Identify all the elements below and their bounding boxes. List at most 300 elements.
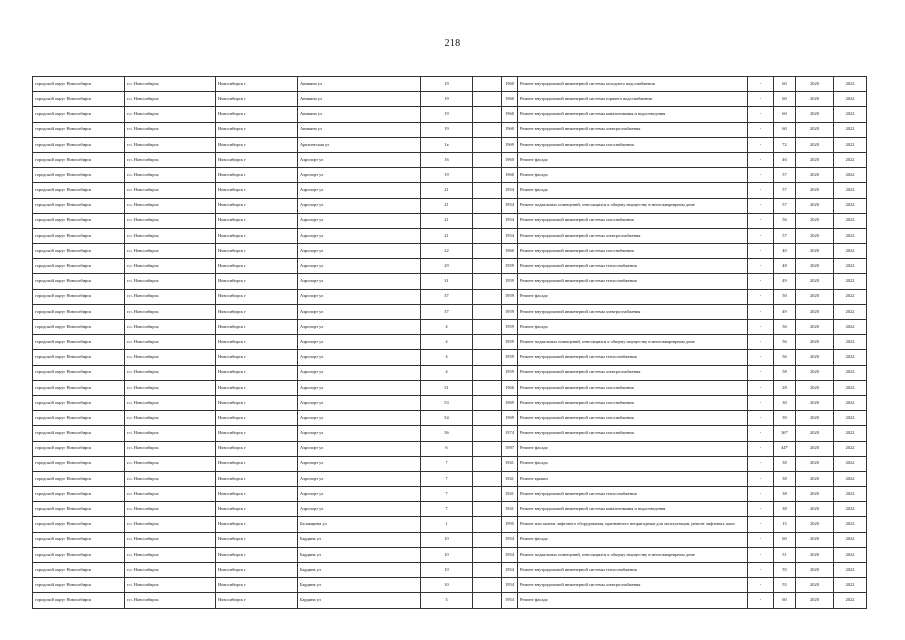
house-number-cell: 21 — [421, 228, 473, 243]
year-cell: 1969 — [502, 395, 518, 410]
building-cell — [473, 593, 502, 608]
wear-percent-cell: 15 — [774, 517, 796, 532]
wear-percent-cell: 56 — [774, 213, 796, 228]
start-year-cell: 2020 — [796, 335, 834, 350]
table-row — [33, 593, 867, 608]
table-body — [33, 77, 867, 609]
street-cell: Бардина ул — [298, 563, 421, 578]
table-row — [33, 395, 867, 410]
street-cell: Аэропорт ул — [298, 441, 421, 456]
dash-cell: - — [748, 395, 774, 410]
municipality-cell: городской округ Новосибирск — [33, 578, 125, 593]
end-year-cell: 2022 — [834, 320, 867, 335]
work-type-cell: Ремонт внутридомовой инженерной системы теплоснабжения — [518, 487, 748, 502]
district-cell: г.о. Новосибирск — [125, 259, 216, 274]
building-cell — [473, 365, 502, 380]
locality-cell: Новосибирск г — [216, 411, 298, 426]
municipality-cell: городской округ Новосибирск — [33, 259, 125, 274]
wear-percent-cell: 56 — [774, 335, 796, 350]
district-cell: г.о. Новосибирск — [125, 350, 216, 365]
wear-percent-cell: 56 — [774, 350, 796, 365]
building-cell — [473, 107, 502, 122]
year-cell: 1959 — [502, 289, 518, 304]
district-cell: г.о. Новосибирск — [125, 563, 216, 578]
building-cell — [473, 411, 502, 426]
start-year-cell: 2020 — [796, 426, 834, 441]
wear-percent-cell: 38 — [774, 471, 796, 486]
municipality-cell: городской округ Новосибирск — [33, 441, 125, 456]
dash-cell: - — [748, 350, 774, 365]
municipality-cell: городской округ Новосибирск — [33, 244, 125, 259]
dash-cell: - — [748, 411, 774, 426]
dash-cell: - — [748, 471, 774, 486]
work-type-cell: Ремонт внутридомовой инженерной системы горячего водоснабжения — [518, 92, 748, 107]
table-row — [33, 578, 867, 593]
work-type-cell: Ремонт внутридомовой инженерной системы канализования и водоотведения — [518, 107, 748, 122]
street-cell: Аэропорт ул — [298, 365, 421, 380]
street-cell: Аникина ул — [298, 77, 421, 92]
house-number-cell: 19 — [421, 92, 473, 107]
locality-cell: Новосибирск г — [216, 183, 298, 198]
locality-cell: Новосибирск г — [216, 380, 298, 395]
work-type-cell: Ремонт внутридомовой инженерной системы газоснабжения — [518, 426, 748, 441]
end-year-cell: 2022 — [834, 122, 867, 137]
wear-percent-cell: 57 — [774, 183, 796, 198]
start-year-cell: 2020 — [796, 320, 834, 335]
start-year-cell: 2020 — [796, 92, 834, 107]
house-number-cell: 7 — [421, 487, 473, 502]
table-row — [33, 380, 867, 395]
street-cell: Аэропорт ул — [298, 335, 421, 350]
dash-cell: - — [748, 183, 774, 198]
year-cell: 1954 — [502, 593, 518, 608]
district-cell: г.о. Новосибирск — [125, 213, 216, 228]
wear-percent-cell: 38 — [774, 487, 796, 502]
end-year-cell: 2022 — [834, 289, 867, 304]
building-cell — [473, 259, 502, 274]
locality-cell: Новосибирск г — [216, 107, 298, 122]
street-cell: Аэропорт ул — [298, 487, 421, 502]
building-cell — [473, 441, 502, 456]
street-cell: Аникина ул — [298, 122, 421, 137]
wear-percent-cell: 49 — [774, 304, 796, 319]
end-year-cell: 2022 — [834, 441, 867, 456]
year-cell: 1960 — [502, 107, 518, 122]
dash-cell: - — [748, 456, 774, 471]
locality-cell: Новосибирск г — [216, 441, 298, 456]
work-type-cell: Ремонт внутридомовой инженерной системы газоснабжения — [518, 380, 748, 395]
street-cell: Бардина ул — [298, 532, 421, 547]
municipality-cell: городской округ Новосибирск — [33, 122, 125, 137]
house-number-cell: 4 — [421, 335, 473, 350]
locality-cell: Новосибирск г — [216, 168, 298, 183]
work-type-cell: Ремонт внутридомовой инженерной системы электроснабжения — [518, 228, 748, 243]
wear-percent-cell: 50 — [774, 289, 796, 304]
house-number-cell: 19 — [421, 77, 473, 92]
start-year-cell: 2020 — [796, 77, 834, 92]
street-cell: Балакирева ул — [298, 517, 421, 532]
building-cell — [473, 578, 502, 593]
work-type-cell: Ремонт фасада — [518, 532, 748, 547]
table-row — [33, 563, 867, 578]
year-cell: 1954 — [502, 563, 518, 578]
dash-cell: - — [748, 274, 774, 289]
end-year-cell: 2022 — [834, 259, 867, 274]
street-cell: Аникина ул — [298, 107, 421, 122]
year-cell: 1960 — [502, 168, 518, 183]
locality-cell: Новосибирск г — [216, 487, 298, 502]
work-type-cell: Ремонт фасада — [518, 183, 748, 198]
house-number-cell: 7 — [421, 502, 473, 517]
municipality-cell: городской округ Новосибирск — [33, 487, 125, 502]
table-row — [33, 304, 867, 319]
municipality-cell: городской округ Новосибирск — [33, 77, 125, 92]
start-year-cell: 2020 — [796, 274, 834, 289]
locality-cell: Новосибирск г — [216, 213, 298, 228]
building-cell — [473, 426, 502, 441]
house-number-cell: 7 — [421, 471, 473, 486]
wear-percent-cell: 49 — [774, 274, 796, 289]
end-year-cell: 2022 — [834, 517, 867, 532]
municipality-cell: городской округ Новосибирск — [33, 183, 125, 198]
end-year-cell: 2022 — [834, 547, 867, 562]
building-cell — [473, 244, 502, 259]
house-number-cell: 21 — [421, 183, 473, 198]
street-cell: Аэропорт ул — [298, 289, 421, 304]
wear-percent-cell: 46 — [774, 152, 796, 167]
year-cell: 1966 — [502, 380, 518, 395]
table-row — [33, 183, 867, 198]
street-cell: Аэропорт ул — [298, 198, 421, 213]
year-cell: 1959 — [502, 365, 518, 380]
table-row — [33, 517, 867, 532]
building-cell — [473, 563, 502, 578]
wear-percent-cell: 58 — [774, 365, 796, 380]
year-cell: 1959 — [502, 259, 518, 274]
start-year-cell: 2020 — [796, 304, 834, 319]
wear-percent-cell: 60 — [774, 107, 796, 122]
district-cell: г.о. Новосибирск — [125, 441, 216, 456]
start-year-cell: 2020 — [796, 487, 834, 502]
table-row — [33, 320, 867, 335]
district-cell: г.о. Новосибирск — [125, 244, 216, 259]
work-type-cell: Ремонт внутридомовой инженерной системы газоснабжения — [518, 137, 748, 152]
wear-percent-cell: 57 — [774, 168, 796, 183]
locality-cell: Новосибирск г — [216, 77, 298, 92]
district-cell: г.о. Новосибирск — [125, 304, 216, 319]
year-cell: 1974 — [502, 426, 518, 441]
wear-percent-cell: 55 — [774, 563, 796, 578]
district-cell: г.о. Новосибирск — [125, 411, 216, 426]
wear-percent-cell: 60 — [774, 122, 796, 137]
house-number-cell: 10 — [421, 578, 473, 593]
start-year-cell: 2020 — [796, 593, 834, 608]
house-number-cell: 4 — [421, 365, 473, 380]
work-type-cell: Ремонт подвальных помещений, относящихся к общему имуществу в многоквартирном доме — [518, 335, 748, 350]
district-cell: г.о. Новосибирск — [125, 137, 216, 152]
street-cell: Аникина ул — [298, 92, 421, 107]
start-year-cell: 2020 — [796, 365, 834, 380]
dash-cell: - — [748, 92, 774, 107]
municipality-cell: городской округ Новосибирск — [33, 213, 125, 228]
house-number-cell: 53 — [421, 395, 473, 410]
house-number-cell: 21 — [421, 198, 473, 213]
work-type-cell: Ремонт внутридомовой инженерной системы теплоснабжения — [518, 350, 748, 365]
house-number-cell: 10 — [421, 547, 473, 562]
district-cell: г.о. Новосибирск — [125, 122, 216, 137]
year-cell: 1960 — [502, 152, 518, 167]
dash-cell: - — [748, 213, 774, 228]
end-year-cell: 2022 — [834, 137, 867, 152]
dash-cell: - — [748, 365, 774, 380]
municipality-cell: городской округ Новосибирск — [33, 107, 125, 122]
work-type-cell: Ремонт фасада — [518, 152, 748, 167]
wear-percent-cell: 72 — [774, 137, 796, 152]
building-cell — [473, 289, 502, 304]
municipality-cell: городской округ Новосибирск — [33, 274, 125, 289]
year-cell: 1941 — [502, 471, 518, 486]
start-year-cell: 2020 — [796, 350, 834, 365]
building-cell — [473, 198, 502, 213]
dash-cell: - — [748, 380, 774, 395]
start-year-cell: 2020 — [796, 563, 834, 578]
work-type-cell: Ремонт внутридомовой инженерной системы газоснабжения — [518, 411, 748, 426]
district-cell: г.о. Новосибирск — [125, 471, 216, 486]
locality-cell: Новосибирск г — [216, 350, 298, 365]
municipality-cell: городской округ Новосибирск — [33, 593, 125, 608]
locality-cell: Новосибирск г — [216, 259, 298, 274]
house-number-cell: 4 — [421, 320, 473, 335]
end-year-cell: 2022 — [834, 92, 867, 107]
year-cell: 1959 — [502, 274, 518, 289]
district-cell: г.о. Новосибирск — [125, 274, 216, 289]
dash-cell: - — [748, 228, 774, 243]
house-number-cell: 3 — [421, 593, 473, 608]
table-row — [33, 471, 867, 486]
municipality-cell: городской округ Новосибирск — [33, 517, 125, 532]
start-year-cell: 2020 — [796, 137, 834, 152]
end-year-cell: 2022 — [834, 471, 867, 486]
work-type-cell: Ремонт внутридомовой инженерной системы электроснабжения — [518, 578, 748, 593]
street-cell: Аэропорт ул — [298, 380, 421, 395]
start-year-cell: 2020 — [796, 395, 834, 410]
work-type-cell: Ремонт внутридомовой инженерной системы холодного водоснабжения — [518, 77, 748, 92]
end-year-cell: 2022 — [834, 411, 867, 426]
start-year-cell: 2020 — [796, 228, 834, 243]
street-cell: Аэропорт ул — [298, 456, 421, 471]
municipality-cell: городской округ Новосибирск — [33, 228, 125, 243]
building-cell — [473, 228, 502, 243]
work-type-cell: Ремонт фасада — [518, 441, 748, 456]
locality-cell: Новосибирск г — [216, 502, 298, 517]
work-type-cell: Ремонт внутридомовой инженерной системы газоснабжения — [518, 213, 748, 228]
start-year-cell: 2020 — [796, 380, 834, 395]
dash-cell: - — [748, 137, 774, 152]
end-year-cell: 2022 — [834, 563, 867, 578]
work-type-cell: Ремонт подвальных помещений, относящихся к общему имуществу в многоквартирном доме — [518, 547, 748, 562]
end-year-cell: 2022 — [834, 380, 867, 395]
end-year-cell: 2022 — [834, 456, 867, 471]
district-cell: г.о. Новосибирск — [125, 380, 216, 395]
house-number-cell: 56 — [421, 426, 473, 441]
building-cell — [473, 274, 502, 289]
street-cell: Аэропорт ул — [298, 244, 421, 259]
street-cell: Аэропорт ул — [298, 168, 421, 183]
municipality-cell: городской округ Новосибирск — [33, 395, 125, 410]
end-year-cell: 2022 — [834, 304, 867, 319]
locality-cell: Новосибирск г — [216, 122, 298, 137]
end-year-cell: 2022 — [834, 228, 867, 243]
start-year-cell: 2020 — [796, 168, 834, 183]
locality-cell: Новосибирск г — [216, 563, 298, 578]
table-row — [33, 259, 867, 274]
start-year-cell: 2020 — [796, 502, 834, 517]
locality-cell: Новосибирск г — [216, 304, 298, 319]
year-cell: 1959 — [502, 350, 518, 365]
work-type-cell: Ремонт или замена лифтового оборудования, признанного непригодным для эксплуатации, ремонт лифтовых шахт — [518, 517, 748, 532]
district-cell: г.о. Новосибирск — [125, 335, 216, 350]
locality-cell: Новосибирск г — [216, 365, 298, 380]
year-cell: 1960 — [502, 244, 518, 259]
district-cell: г.о. Новосибирск — [125, 517, 216, 532]
year-cell: 1960 — [502, 92, 518, 107]
wear-percent-cell: 60 — [774, 77, 796, 92]
locality-cell: Новосибирск г — [216, 152, 298, 167]
year-cell: 1969 — [502, 411, 518, 426]
street-cell: Аэропорт ул — [298, 152, 421, 167]
building-cell — [473, 517, 502, 532]
end-year-cell: 2022 — [834, 593, 867, 608]
street-cell: Аэропорт ул — [298, 304, 421, 319]
dash-cell: - — [748, 532, 774, 547]
street-cell: Бардина ул — [298, 593, 421, 608]
year-cell: 1987 — [502, 441, 518, 456]
wear-percent-cell: 30 — [774, 395, 796, 410]
work-type-cell: Ремонт внутридомовой инженерной системы теплоснабжения — [518, 259, 748, 274]
district-cell: г.о. Новосибирск — [125, 502, 216, 517]
street-cell: Аэропорт ул — [298, 411, 421, 426]
dash-cell: - — [748, 244, 774, 259]
locality-cell: Новосибирск г — [216, 426, 298, 441]
house-number-cell: 19 — [421, 122, 473, 137]
year-cell: 1969 — [502, 137, 518, 152]
house-number-cell: 54 — [421, 411, 473, 426]
building-cell — [473, 487, 502, 502]
municipality-cell: городской округ Новосибирск — [33, 335, 125, 350]
house-number-cell: 10 — [421, 563, 473, 578]
locality-cell: Новосибирск г — [216, 274, 298, 289]
dash-cell: - — [748, 487, 774, 502]
street-cell: Аэропорт ул — [298, 259, 421, 274]
district-cell: г.о. Новосибирск — [125, 228, 216, 243]
start-year-cell: 2020 — [796, 517, 834, 532]
dash-cell: - — [748, 77, 774, 92]
municipality-cell: городской округ Новосибирск — [33, 471, 125, 486]
house-number-cell: 16 — [421, 152, 473, 167]
wear-percent-cell: 40 — [774, 244, 796, 259]
year-cell: 1954 — [502, 198, 518, 213]
street-cell: Аэропорт ул — [298, 320, 421, 335]
district-cell: г.о. Новосибирск — [125, 320, 216, 335]
house-number-cell: 31 — [421, 274, 473, 289]
street-cell: Бардина ул — [298, 578, 421, 593]
wear-percent-cell: 48 — [774, 259, 796, 274]
end-year-cell: 2022 — [834, 578, 867, 593]
table-row — [33, 487, 867, 502]
dash-cell: - — [748, 259, 774, 274]
wear-percent-cell: 60 — [774, 532, 796, 547]
end-year-cell: 2022 — [834, 335, 867, 350]
dash-cell: - — [748, 122, 774, 137]
start-year-cell: 2020 — [796, 411, 834, 426]
district-cell: г.о. Новосибирск — [125, 395, 216, 410]
end-year-cell: 2022 — [834, 532, 867, 547]
wear-percent-cell: 55 — [774, 578, 796, 593]
locality-cell: Новосибирск г — [216, 228, 298, 243]
wear-percent-cell: 28 — [774, 380, 796, 395]
dash-cell: - — [748, 563, 774, 578]
work-type-cell: Ремонт внутридомовой инженерной системы газоснабжения — [518, 244, 748, 259]
locality-cell: Новосибирск г — [216, 137, 298, 152]
wear-percent-cell: 39 — [774, 411, 796, 426]
start-year-cell: 2020 — [796, 456, 834, 471]
municipality-cell: городской округ Новосибирск — [33, 320, 125, 335]
end-year-cell: 2022 — [834, 168, 867, 183]
locality-cell: Новосибирск г — [216, 593, 298, 608]
house-number-cell: 19 — [421, 168, 473, 183]
locality-cell: Новосибирск г — [216, 532, 298, 547]
start-year-cell: 2020 — [796, 259, 834, 274]
building-cell — [473, 532, 502, 547]
end-year-cell: 2022 — [834, 395, 867, 410]
table-row — [33, 426, 867, 441]
table-row — [33, 532, 867, 547]
end-year-cell: 2022 — [834, 107, 867, 122]
start-year-cell: 2020 — [796, 289, 834, 304]
municipality-cell: городской округ Новосибирск — [33, 380, 125, 395]
year-cell: 1941 — [502, 456, 518, 471]
locality-cell: Новосибирск г — [216, 578, 298, 593]
street-cell: Бардина ул — [298, 547, 421, 562]
work-type-cell: Ремонт внутридомовой инженерной системы теплоснабжения — [518, 563, 748, 578]
table-row — [33, 168, 867, 183]
table-row — [33, 274, 867, 289]
work-type-cell: Ремонт внутридомовой инженерной системы электроснабжения — [518, 365, 748, 380]
end-year-cell: 2022 — [834, 213, 867, 228]
locality-cell: Новосибирск г — [216, 289, 298, 304]
street-cell: Аэропорт ул — [298, 274, 421, 289]
end-year-cell: 2022 — [834, 77, 867, 92]
start-year-cell: 2020 — [796, 547, 834, 562]
locality-cell: Новосибирск г — [216, 456, 298, 471]
dash-cell: - — [748, 107, 774, 122]
street-cell: Аэропорт ул — [298, 426, 421, 441]
municipality-cell: городской округ Новосибирск — [33, 152, 125, 167]
work-type-cell: Ремонт внутридомовой инженерной системы канализования и водоотведения — [518, 502, 748, 517]
district-cell: г.о. Новосибирск — [125, 487, 216, 502]
building-cell — [473, 122, 502, 137]
dash-cell: - — [748, 152, 774, 167]
year-cell: 1959 — [502, 320, 518, 335]
municipality-cell: городской округ Новосибирск — [33, 532, 125, 547]
building-cell — [473, 152, 502, 167]
municipality-cell: городской округ Новосибирск — [33, 502, 125, 517]
house-number-cell: 7 — [421, 456, 473, 471]
dash-cell: - — [748, 593, 774, 608]
work-type-cell: Ремонт подвальных помещений, относящихся к общему имуществу в многоквартирном доме — [518, 198, 748, 213]
dash-cell: - — [748, 304, 774, 319]
page-number: 218 — [444, 38, 461, 49]
